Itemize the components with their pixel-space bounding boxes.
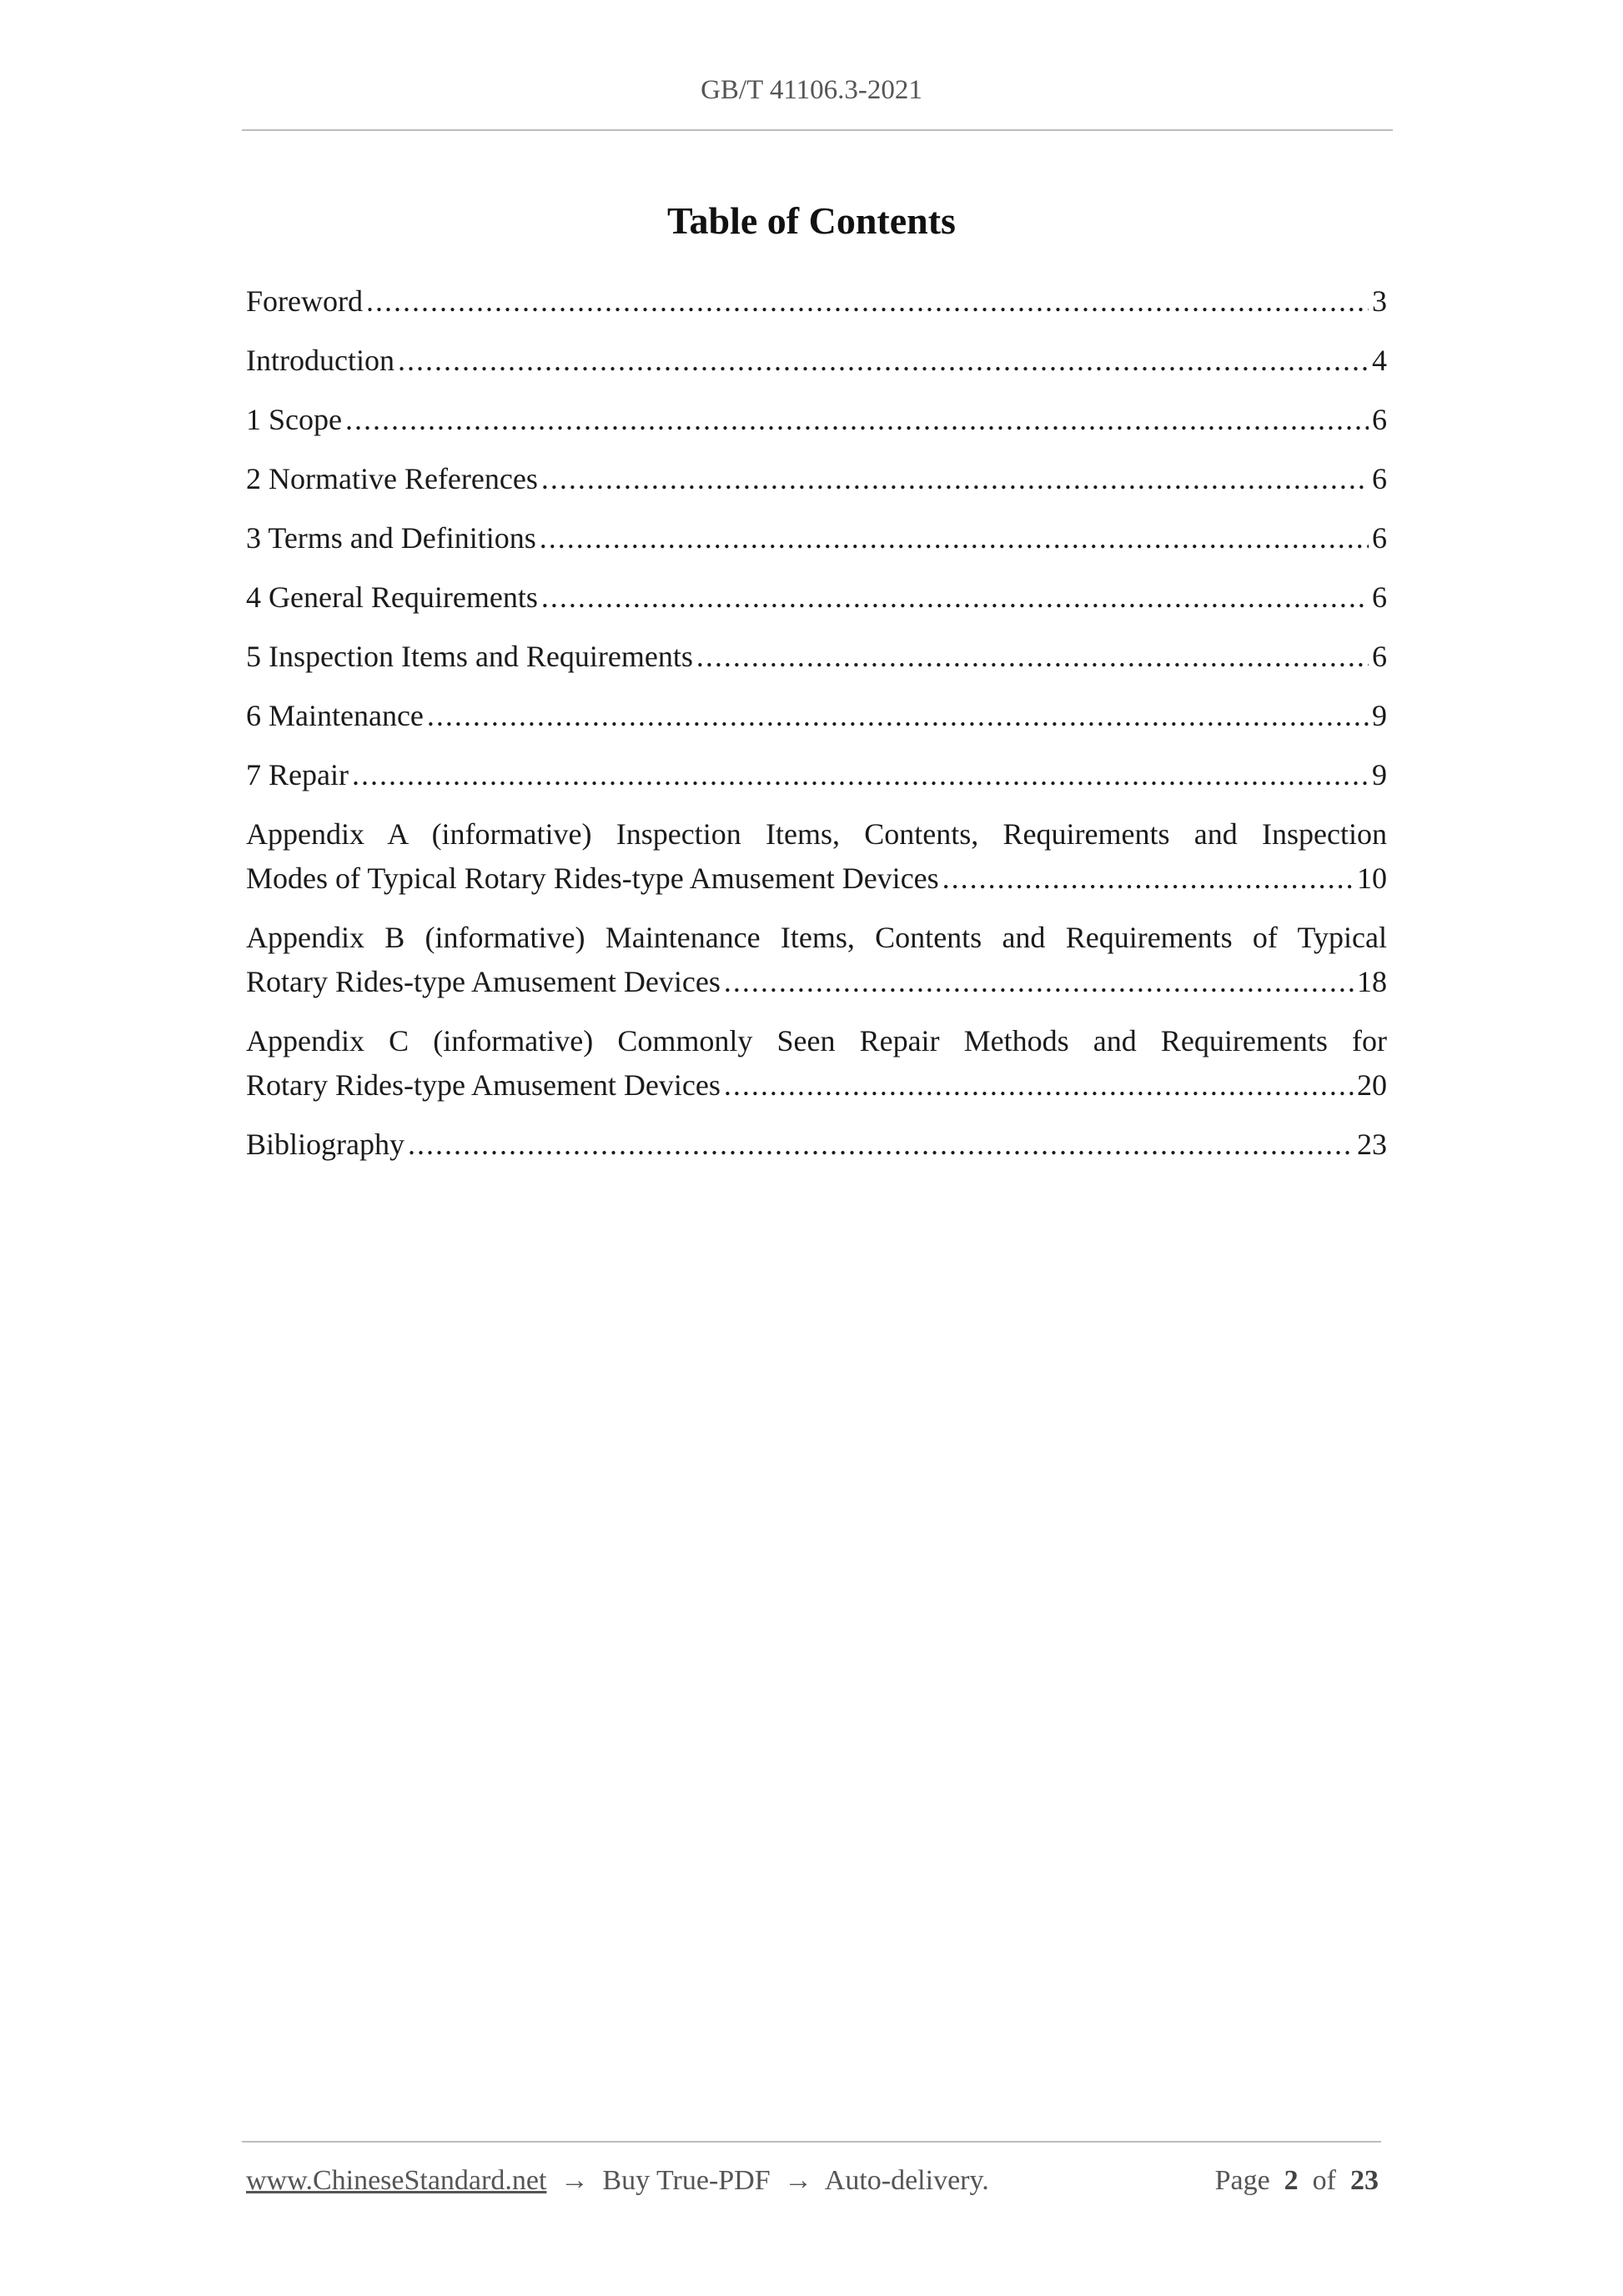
toc-entry-label: 6 Maintenance bbox=[246, 699, 424, 732]
toc-entry-label: Bibliography bbox=[246, 1128, 404, 1161]
dot-leader bbox=[540, 516, 1369, 560]
arrow-right-icon: → bbox=[560, 2165, 589, 2196]
toc-entry-label: 1 Scope bbox=[246, 403, 342, 436]
footer-divider bbox=[242, 2141, 1381, 2143]
toc-entry-label-line1: Appendix A (informative) Inspection Items, Contents, Requirements and Inspection bbox=[246, 817, 1387, 851]
toc-entry-maintenance[interactable] bbox=[246, 694, 1387, 738]
toc-entry-page: 23 bbox=[1357, 1128, 1387, 1161]
toc-entry-inspection-items[interactable] bbox=[246, 635, 1387, 679]
dot-leader bbox=[427, 694, 1369, 738]
toc-entry-label: Rotary Rides-type Amusement Devices bbox=[246, 1068, 721, 1102]
toc-entry-page: 6 bbox=[1372, 462, 1387, 495]
dot-leader bbox=[398, 339, 1369, 383]
toc-entry-scope[interactable] bbox=[246, 398, 1387, 442]
toc-entry-page: 6 bbox=[1372, 640, 1387, 673]
of-word: of bbox=[1312, 2165, 1336, 2196]
toc-entry-label-line1: Appendix C (informative) Commonly Seen Repair Methods and Requirements for bbox=[246, 1024, 1387, 1058]
toc-entry-page: 18 bbox=[1357, 965, 1387, 998]
table-of-contents bbox=[246, 279, 1387, 1182]
toc-entry-label-line1: Appendix B (informative) Maintenance Items, Contents and Requirements of Typical bbox=[246, 921, 1387, 954]
toc-entry-foreword[interactable] bbox=[246, 279, 1387, 324]
dot-leader bbox=[366, 279, 1369, 324]
dot-leader bbox=[724, 1063, 1354, 1108]
delivery-text: Auto-delivery. bbox=[824, 2165, 989, 2196]
toc-entry-label: Rotary Rides-type Amusement Devices bbox=[246, 965, 721, 998]
toc-entry-terms-and-definitions[interactable] bbox=[246, 516, 1387, 560]
header-divider bbox=[242, 129, 1393, 131]
toc-entry-bibliography[interactable] bbox=[246, 1123, 1387, 1167]
dot-leader bbox=[352, 753, 1369, 797]
toc-title: Table of Contents bbox=[667, 199, 956, 242]
dot-leader bbox=[942, 857, 1354, 901]
toc-entry-appendix-b[interactable] bbox=[246, 916, 1387, 1004]
dot-leader bbox=[345, 398, 1369, 442]
page-number bbox=[1215, 2165, 1379, 2197]
page-current: 2 bbox=[1284, 2165, 1299, 2196]
toc-entry-label: Foreword bbox=[246, 284, 363, 318]
buy-text: Buy True-PDF bbox=[602, 2165, 771, 2196]
page-total: 23 bbox=[1350, 2165, 1379, 2196]
dot-leader bbox=[541, 457, 1369, 501]
toc-entry-label: Introduction bbox=[246, 344, 394, 377]
toc-entry-normative-references[interactable] bbox=[246, 457, 1387, 501]
toc-entry-page: 6 bbox=[1372, 580, 1387, 614]
dot-leader bbox=[541, 575, 1369, 620]
toc-entry-page: 6 bbox=[1372, 521, 1387, 555]
toc-entry-page: 4 bbox=[1372, 344, 1387, 377]
dot-leader bbox=[408, 1123, 1354, 1167]
toc-entry-general-requirements[interactable] bbox=[246, 575, 1387, 620]
dot-leader bbox=[696, 635, 1369, 679]
toc-entry-label: Modes of Typical Rotary Rides-type Amusement Devices bbox=[246, 862, 939, 895]
toc-entry-label: 2 Normative References bbox=[246, 462, 538, 495]
toc-entry-label: 7 Repair bbox=[246, 758, 349, 791]
dot-leader bbox=[724, 960, 1354, 1004]
footer-promo bbox=[246, 2165, 989, 2197]
toc-entry-label: 3 Terms and Definitions bbox=[246, 521, 536, 555]
toc-entry-page: 6 bbox=[1372, 403, 1387, 436]
site-link[interactable]: www.ChineseStandard.net bbox=[246, 2165, 547, 2196]
page-footer bbox=[246, 2165, 1379, 2197]
toc-entry-appendix-a[interactable] bbox=[246, 812, 1387, 901]
toc-entry-label: 5 Inspection Items and Requirements bbox=[246, 640, 693, 673]
toc-entry-page: 9 bbox=[1372, 699, 1387, 732]
toc-entry-introduction[interactable] bbox=[246, 339, 1387, 383]
toc-entry-repair[interactable] bbox=[246, 753, 1387, 797]
toc-entry-page: 3 bbox=[1372, 284, 1387, 318]
document-code-header: GB/T 41106.3-2021 bbox=[701, 75, 922, 105]
toc-entry-page: 10 bbox=[1357, 862, 1387, 895]
toc-entry-appendix-c[interactable] bbox=[246, 1019, 1387, 1108]
toc-entry-label: 4 General Requirements bbox=[246, 580, 538, 614]
toc-entry-page: 9 bbox=[1372, 758, 1387, 791]
arrow-right-icon: → bbox=[784, 2165, 813, 2196]
toc-entry-page: 20 bbox=[1357, 1068, 1387, 1102]
page-word: Page bbox=[1214, 2165, 1270, 2196]
